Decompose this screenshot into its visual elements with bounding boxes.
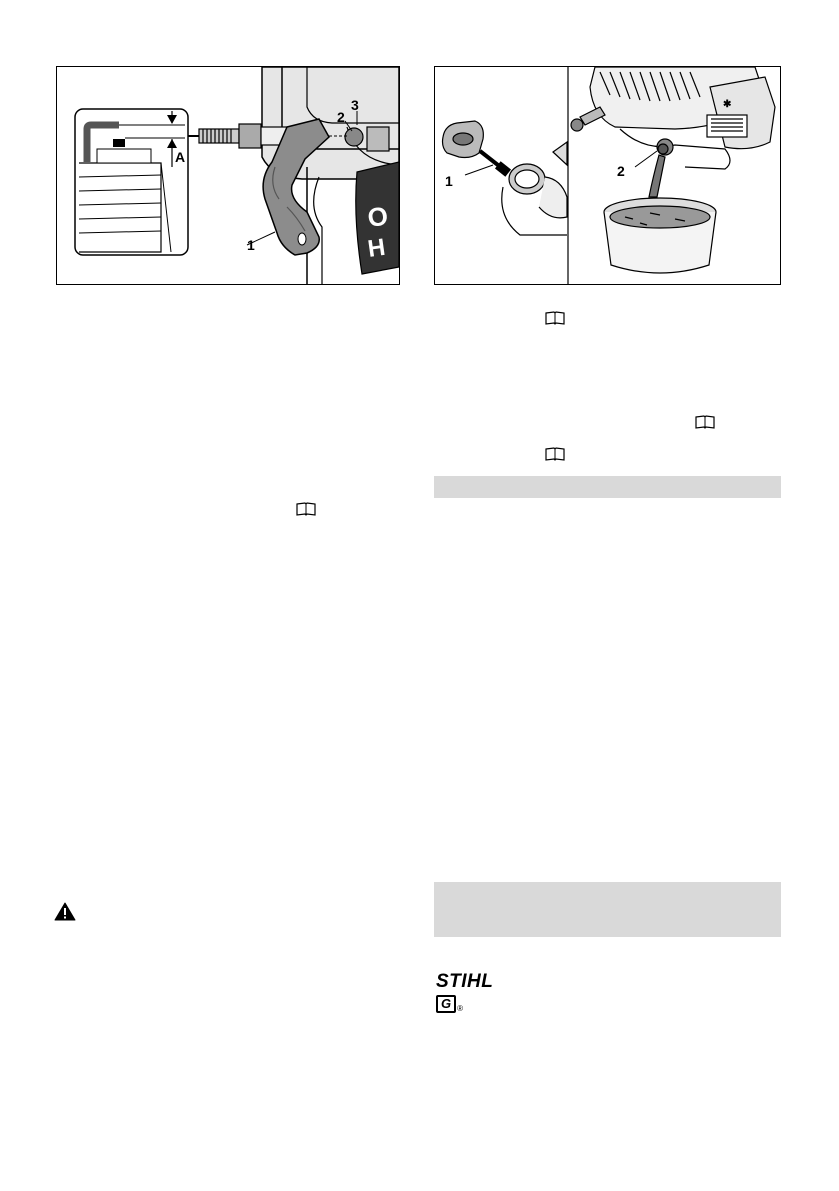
callout-1: 1 [247, 237, 255, 253]
callout-2: 2 [337, 109, 345, 125]
manual-book-icon [296, 502, 316, 517]
figure-oil-drain [434, 66, 781, 285]
spark-plug-illustration [57, 67, 399, 284]
callout-3: 3 [351, 97, 359, 113]
callout-2: 2 [617, 163, 625, 179]
svg-text:O: O [365, 200, 390, 233]
callout-1: 1 [445, 173, 453, 189]
sub-logo [436, 995, 493, 1013]
manual-book-icon [545, 311, 565, 326]
stihl-logo-text: STIHL [436, 971, 494, 992]
svg-text:H: H [366, 233, 388, 263]
stihl-brand-logo [436, 972, 493, 1013]
figure-spark-plug [56, 66, 400, 285]
manual-book-icon [545, 447, 565, 462]
registered-mark: ® [457, 1004, 464, 1013]
oil-drain-illustration [435, 67, 780, 284]
gap-label-a: A [175, 149, 186, 165]
svg-text:✱: ✱ [723, 99, 732, 110]
warning-triangle-icon [54, 902, 76, 921]
manual-book-icon [695, 415, 715, 430]
sub-logo-mark: G [436, 995, 456, 1013]
section-heading-band [434, 476, 781, 498]
notice-box [434, 882, 781, 937]
